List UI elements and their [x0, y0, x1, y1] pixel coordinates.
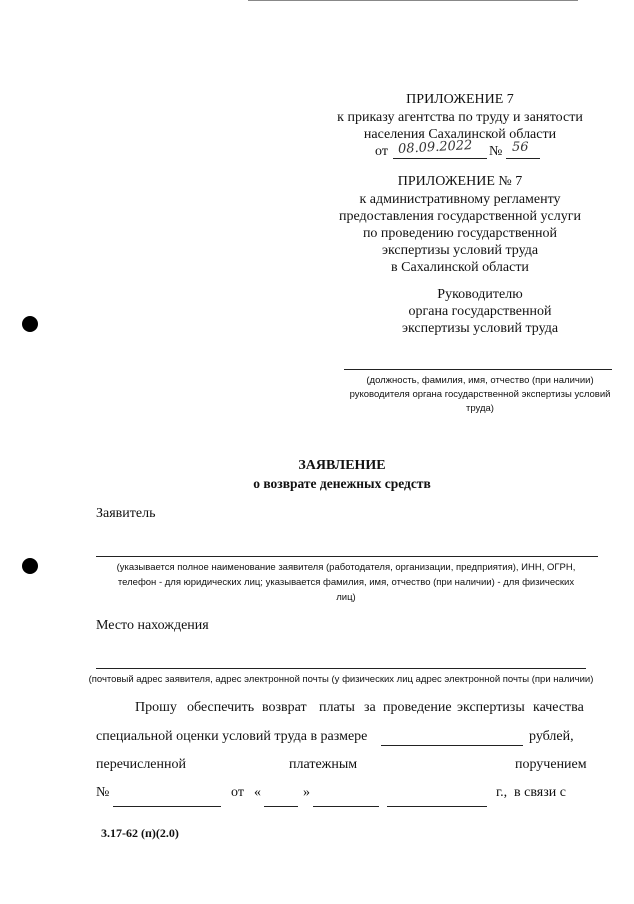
applicant-fill-line[interactable]	[96, 556, 598, 557]
body-p1-w2: обеспечить	[187, 700, 255, 715]
annex-no7-line2: предоставления государственной услуги	[339, 209, 581, 224]
body-p4-quote-close: »	[303, 785, 310, 800]
addressee-hint2: руководителя органа государственной экспертизы условий	[349, 389, 611, 400]
annex-no7-line5: в Сахалинской области	[391, 260, 529, 275]
location-fill-line[interactable]	[96, 668, 586, 669]
payment-year-fill-line[interactable]	[387, 806, 487, 807]
body-p1-w3: возврат	[262, 700, 307, 715]
body-p1-w6: проведение	[383, 700, 452, 715]
annex-no7-line4: экспертизы условий труда	[381, 243, 539, 258]
payment-number-fill-line[interactable]	[113, 806, 221, 807]
addressee-line3: экспертизы условий труда	[401, 321, 559, 336]
addressee-hint1: (должность, фамилия, имя, отчество (при наличии)	[366, 375, 594, 386]
body-p3-w2: платежным	[289, 757, 358, 772]
body-p1-w8: качества	[533, 700, 584, 715]
annex-7-line2: населения Сахалинской области	[363, 127, 557, 142]
body-p1-w7: экспертизы	[457, 700, 525, 715]
scan-top-edge	[248, 0, 578, 1]
body-p4-year: г.,	[496, 785, 508, 800]
body-p4-quote-open: «	[254, 785, 261, 800]
page-subtitle: о возврате денежных средств	[253, 476, 431, 491]
body-p4-tail: в связи с	[514, 785, 566, 800]
annex-no7-title: ПРИЛОЖЕНИЕ № 7	[397, 174, 523, 189]
annex-no7-line3: по проведению государственной	[362, 226, 558, 241]
applicant-hint3: лиц)	[336, 592, 356, 603]
addressee-hint3: труда)	[466, 403, 494, 414]
punch-hole-top	[22, 316, 38, 332]
annex-no7-line1: к административному регламенту	[359, 192, 561, 207]
form-code: 3.17-62 (п)(2.0)	[101, 826, 179, 840]
payment-day-fill-line[interactable]	[264, 806, 298, 807]
annex-7-num-handwritten: 56	[512, 140, 529, 155]
punch-hole-bottom	[22, 558, 38, 574]
applicant-label: Заявитель	[96, 506, 156, 521]
applicant-hint2: телефон - для юридических лиц; указывается фамилия, имя, отчество (при наличии) - для физических	[117, 577, 575, 588]
body-p1-w1: Прошу	[135, 700, 177, 715]
annex-7-num-line	[506, 158, 540, 159]
body-p1-w5: за	[364, 700, 376, 715]
annex-7-date-line	[393, 158, 487, 159]
body-p2-left: специальной оценки условий труда в размере	[96, 729, 368, 744]
annex-7-line1: к приказу агентства по труду и занятости	[337, 110, 583, 125]
location-label: Место нахождения	[96, 618, 209, 633]
applicant-hint1: (указывается полное наименование заявителя (работодателя, организации, предприятия), ИНН, ОГРН,	[116, 562, 576, 573]
annex-7-title: ПРИЛОЖЕНИЕ 7	[406, 92, 514, 107]
annex-7-from-label: от	[375, 144, 388, 159]
page-title: ЗАЯВЛЕНИЕ	[298, 458, 386, 473]
payment-month-fill-line[interactable]	[313, 806, 379, 807]
body-p4-from: от	[231, 785, 244, 800]
annex-7-num-label: №	[489, 144, 503, 159]
addressee-line1: Руководителю	[437, 287, 523, 302]
body-p3-w3: поручением	[515, 757, 587, 772]
addressee-line2: органа государственной	[408, 304, 552, 319]
body-p3-w1: перечисленной	[96, 757, 186, 772]
amount-fill-line[interactable]	[381, 745, 523, 746]
body-p2-right: рублей,	[529, 729, 574, 744]
body-p1-w4: платы	[319, 700, 355, 715]
annex-7-date-handwritten: 08.09.2022	[397, 138, 473, 157]
addressee-fill-line	[344, 369, 612, 370]
location-hint: (почтовый адрес заявителя, адрес электронной почты (у физических лиц адрес электронной почты (при наличии)	[88, 674, 594, 685]
body-p4-num: №	[96, 785, 110, 800]
